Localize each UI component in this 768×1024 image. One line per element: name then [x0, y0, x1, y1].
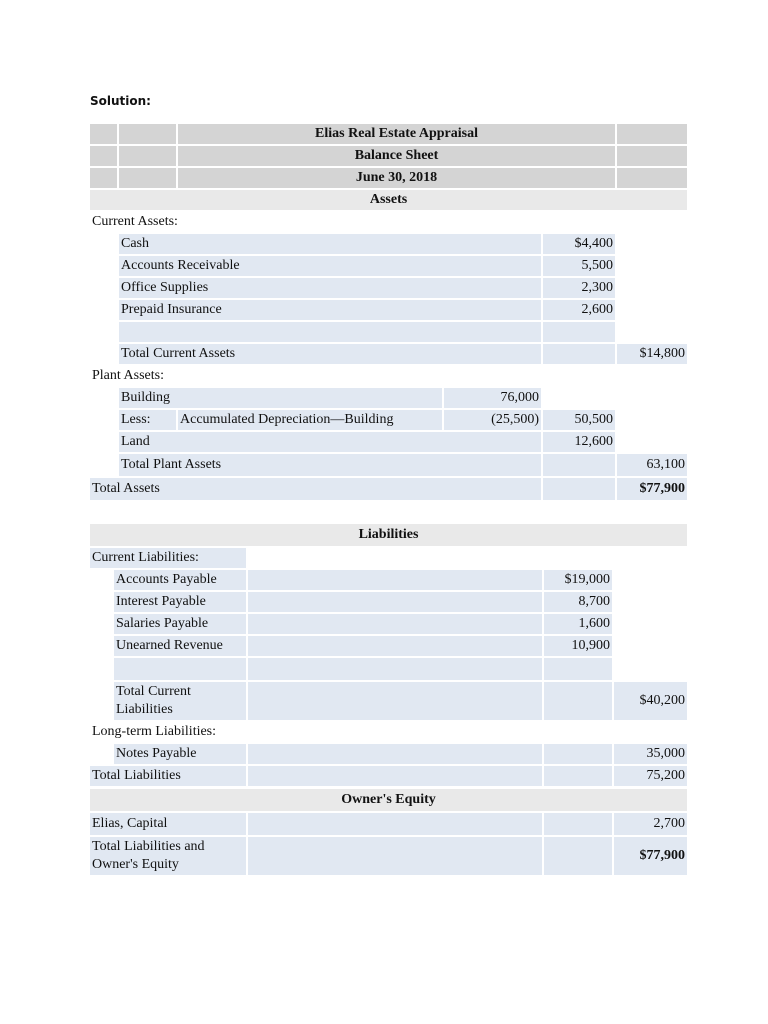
- total-plant-assets-amount: 63,100: [617, 454, 687, 476]
- table-row: [90, 636, 687, 656]
- line-label: Elias, Capital: [90, 813, 246, 835]
- total-current-liabilities-amount: $40,200: [614, 682, 687, 720]
- table-row: [90, 256, 687, 276]
- line-amount: $4,400: [543, 234, 615, 254]
- line-amount: 2,300: [543, 278, 615, 298]
- less-label: Less:: [119, 410, 176, 430]
- line-amount: (25,500): [444, 410, 541, 430]
- notes-payable-amount: 35,000: [614, 744, 687, 764]
- line-label: Unearned Revenue: [114, 636, 246, 656]
- statement-title: Balance Sheet: [178, 146, 615, 166]
- solution-heading: Solution:: [90, 94, 151, 108]
- spacer-row: [90, 658, 687, 680]
- longterm-liabilities-label-row: [90, 722, 687, 742]
- line-amount: 5,500: [543, 256, 615, 276]
- liabilities-section-title: Liabilities: [90, 524, 687, 546]
- line-amount: 8,700: [544, 592, 612, 612]
- statement-date: June 30, 2018: [178, 168, 615, 188]
- net-amount: 50,500: [543, 410, 615, 430]
- total-liabilities-equity-amount: $77,900: [614, 837, 687, 875]
- line-label: Total Plant Assets: [119, 454, 541, 476]
- table-row: [90, 278, 687, 298]
- line-label: Building: [119, 388, 442, 408]
- line-amount: 10,900: [544, 636, 612, 656]
- line-label: Accounts Receivable: [119, 256, 541, 276]
- table-row: [90, 592, 687, 612]
- total-liabilities-equity-row: [90, 837, 687, 875]
- table-row: [90, 570, 687, 590]
- header-row-company: [90, 124, 687, 144]
- line-amount: 76,000: [444, 388, 541, 408]
- line-label: Land: [119, 432, 541, 452]
- line-label: Notes Payable: [114, 744, 246, 764]
- line-amount: 1,600: [544, 614, 612, 634]
- total-current-assets-amount: $14,800: [617, 344, 687, 364]
- header-row-date: [90, 168, 687, 188]
- line-label: Total Current Assets: [119, 344, 541, 364]
- plant-assets-label-row: [90, 366, 687, 386]
- total-liabilities-label: Total Liabilities: [90, 766, 246, 786]
- table-row: [90, 410, 687, 430]
- line-label: Salaries Payable: [114, 614, 246, 634]
- capital-amount: 2,700: [614, 813, 687, 835]
- table-row: [90, 234, 687, 254]
- line-amount: 2,600: [543, 300, 615, 320]
- equity-section-title: Owner's Equity: [90, 789, 687, 811]
- line-amount: $19,000: [544, 570, 612, 590]
- total-assets-label: Total Assets: [90, 478, 541, 500]
- label-line: Liabilities: [116, 702, 173, 717]
- total-liabilities-row: [90, 766, 687, 786]
- total-liabilities-amount: 75,200: [614, 766, 687, 786]
- total-assets-row: [90, 478, 687, 500]
- assets-section-title: Assets: [90, 190, 687, 210]
- spacer-row: [90, 322, 687, 342]
- table-row: [90, 344, 687, 364]
- line-label: Office Supplies: [119, 278, 541, 298]
- label-line: Owner's Equity: [92, 857, 179, 872]
- line-amount: 12,600: [543, 432, 615, 452]
- table-row: [90, 454, 687, 476]
- assets-table: [88, 122, 689, 502]
- label-line: Total Liabilities and: [92, 839, 205, 854]
- equity-table: [88, 787, 689, 877]
- line-label: Accounts Payable: [114, 570, 246, 590]
- line-label: Prepaid Insurance: [119, 300, 541, 320]
- total-assets-amount: $77,900: [617, 478, 687, 500]
- table-row: [90, 813, 687, 835]
- line-label: Interest Payable: [114, 592, 246, 612]
- current-liabilities-label: Current Liabilities:: [90, 548, 246, 568]
- table-row: [90, 682, 687, 720]
- liabilities-title-row: [90, 524, 687, 546]
- current-assets-label-row: [90, 212, 687, 232]
- total-current-liabilities-label: [114, 682, 246, 720]
- company-name: Elias Real Estate Appraisal: [178, 124, 615, 144]
- plant-assets-label: Plant Assets:: [92, 368, 164, 383]
- equity-title-row: [90, 789, 687, 811]
- current-liabilities-label-row: [90, 548, 687, 568]
- table-row: [90, 614, 687, 634]
- table-row: [90, 300, 687, 320]
- longterm-liabilities-label: Long-term Liabilities:: [92, 724, 217, 739]
- current-assets-label: Current Assets:: [92, 214, 178, 229]
- table-row: [90, 388, 687, 408]
- line-label: Cash: [119, 234, 541, 254]
- total-liabilities-equity-label: [90, 837, 246, 875]
- header-row-statement: [90, 146, 687, 166]
- table-row: [90, 432, 687, 452]
- label-line: Total Current: [116, 684, 191, 699]
- table-row: [90, 744, 687, 764]
- liabilities-table: [88, 522, 689, 788]
- line-label: Accumulated Depreciation—Building: [178, 410, 442, 430]
- assets-title-row: [90, 190, 687, 210]
